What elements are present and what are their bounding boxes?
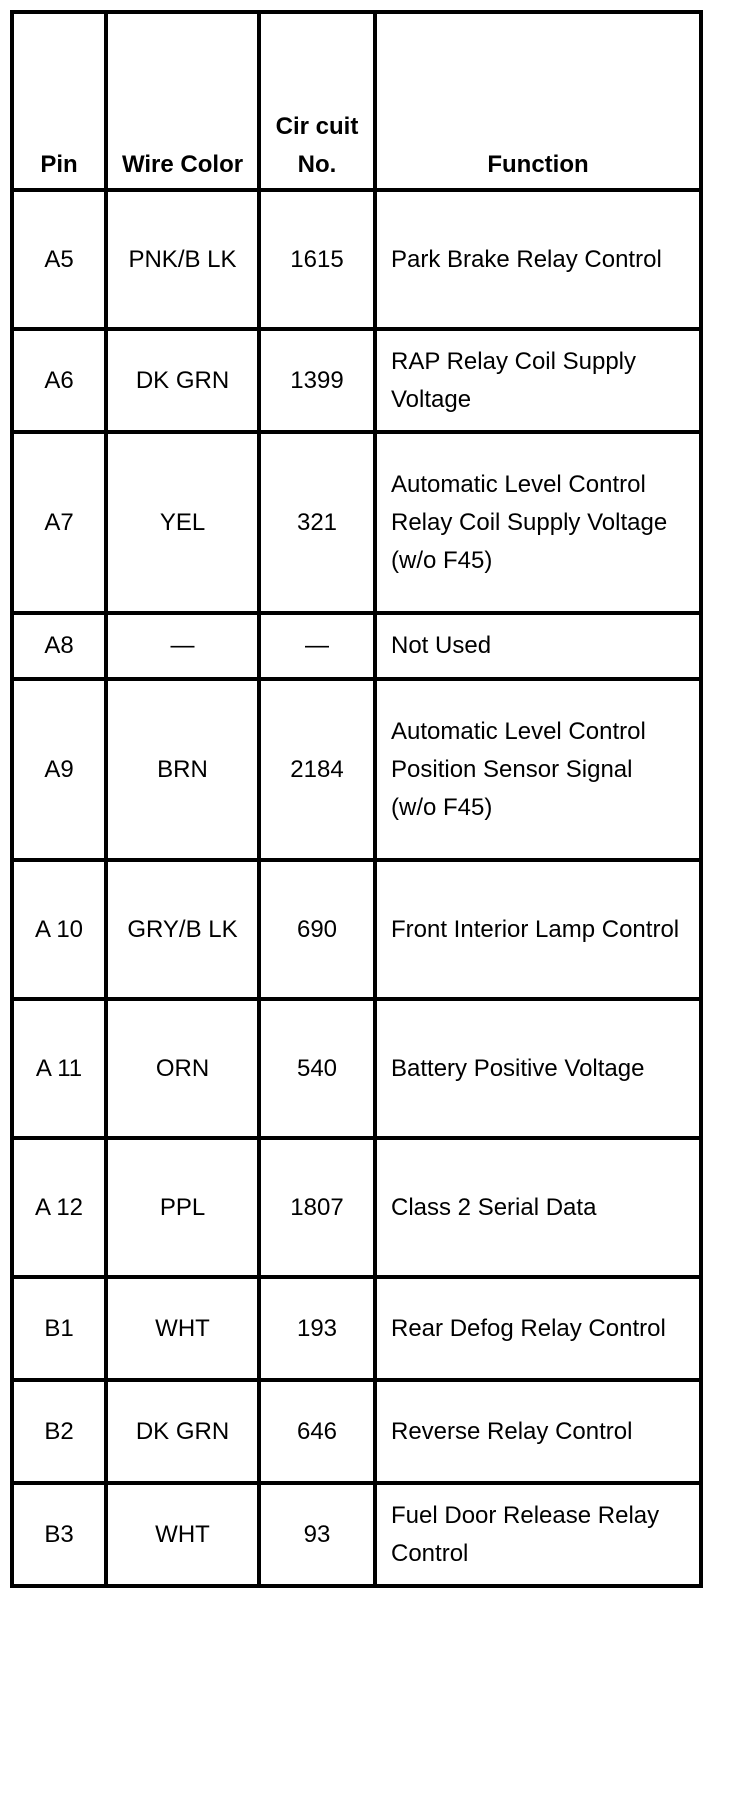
cell-pin: B2 (12, 1380, 106, 1483)
cell-circuit-number: 540 (259, 999, 375, 1138)
cell-pin: A9 (12, 679, 106, 860)
cell-pin: A7 (12, 432, 106, 613)
cell-function: Automatic Level Control Position Sensor Signal (w/o F45) (375, 679, 701, 860)
cell-pin: A 10 (12, 860, 106, 999)
cell-circuit-number: 1399 (259, 329, 375, 432)
cell-function: Fuel Door Release Relay Control (375, 1483, 701, 1586)
connector-pin-table (10, 10, 703, 1588)
table-row (12, 432, 701, 613)
cell-function: Battery Positive Voltage (375, 999, 701, 1138)
cell-function: Automatic Level Control Relay Coil Supply Voltage (w/o F45) (375, 432, 701, 613)
cell-circuit-number: 193 (259, 1277, 375, 1380)
cell-circuit-number: 93 (259, 1483, 375, 1586)
table-row (12, 329, 701, 432)
cell-pin: A5 (12, 190, 106, 329)
cell-wire-color: BRN (106, 679, 259, 860)
cell-function: Park Brake Relay Control (375, 190, 701, 329)
table-body (12, 190, 701, 1586)
table-row (12, 1483, 701, 1586)
cell-circuit-number: 1615 (259, 190, 375, 329)
table-row (12, 1138, 701, 1277)
cell-function: Reverse Relay Control (375, 1380, 701, 1483)
cell-circuit-number: 690 (259, 860, 375, 999)
cell-wire-color: WHT (106, 1483, 259, 1586)
table-row (12, 613, 701, 679)
cell-wire-color: YEL (106, 432, 259, 613)
cell-pin: B1 (12, 1277, 106, 1380)
table-row (12, 1380, 701, 1483)
table-row (12, 860, 701, 999)
cell-function: Rear Defog Relay Control (375, 1277, 701, 1380)
table-row (12, 1277, 701, 1380)
cell-wire-color: WHT (106, 1277, 259, 1380)
header-pin: Pin (12, 12, 106, 190)
cell-pin: A 11 (12, 999, 106, 1138)
cell-pin: A 12 (12, 1138, 106, 1277)
cell-circuit-number: — (259, 613, 375, 679)
table-row (12, 999, 701, 1138)
cell-function: Not Used (375, 613, 701, 679)
cell-circuit-number: 646 (259, 1380, 375, 1483)
header-row (12, 12, 701, 190)
cell-wire-color: PPL (106, 1138, 259, 1277)
cell-circuit-number: 1807 (259, 1138, 375, 1277)
cell-function: Front Interior Lamp Control (375, 860, 701, 999)
cell-circuit-number: 2184 (259, 679, 375, 860)
cell-pin: A6 (12, 329, 106, 432)
header-circuit-number: Cir cuit No. (259, 12, 375, 190)
header-function: Function (375, 12, 701, 190)
cell-wire-color: ORN (106, 999, 259, 1138)
table-row (12, 190, 701, 329)
cell-wire-color: DK GRN (106, 1380, 259, 1483)
cell-pin: B3 (12, 1483, 106, 1586)
cell-wire-color: DK GRN (106, 329, 259, 432)
cell-function: RAP Relay Coil Supply Voltage (375, 329, 701, 432)
header-wire-color: Wire Color (106, 12, 259, 190)
cell-pin: A8 (12, 613, 106, 679)
cell-wire-color: PNK/B LK (106, 190, 259, 329)
table-header (12, 12, 701, 190)
cell-wire-color: — (106, 613, 259, 679)
table-row (12, 679, 701, 860)
cell-wire-color: GRY/B LK (106, 860, 259, 999)
cell-function: Class 2 Serial Data (375, 1138, 701, 1277)
cell-circuit-number: 321 (259, 432, 375, 613)
